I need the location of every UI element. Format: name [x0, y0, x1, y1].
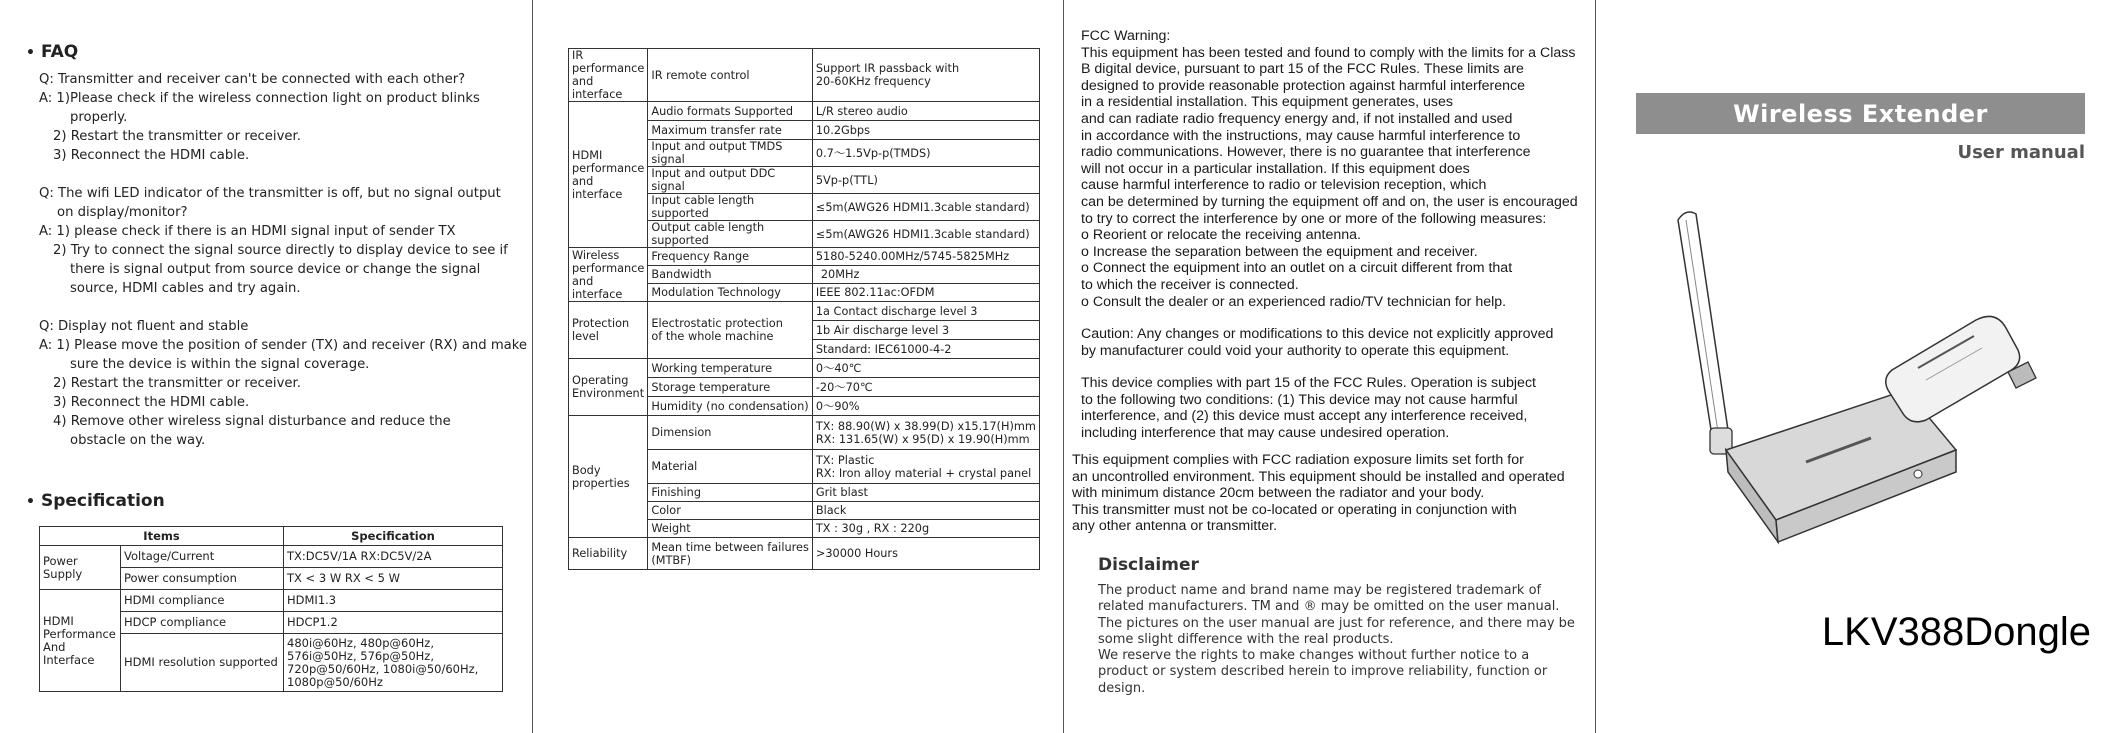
- spec-value: -20～70℃: [812, 378, 1039, 397]
- spec-value: 20MHz: [812, 266, 1039, 284]
- disclaimer-text: The product name and brand name may be registered trademark of related manufacturers. TM and ® may be omitted on the user manual. The pictures on the user manual are just for reference, and there may be some slight difference with the real products. We reserve the rights to make changes without further notice to a product or system described herein to improve reliability, function or design.: [1098, 583, 1575, 696]
- spec-label: Material: [648, 450, 813, 484]
- spec-value: ≤5m(AWG26 HDMI1.3cable standard): [812, 221, 1039, 248]
- spec-value: >30000 Hours: [812, 538, 1039, 570]
- product-illustration: [1656, 200, 2056, 560]
- spec-value: TX:DC5V/1A RX:DC5V/2A: [284, 546, 503, 568]
- spec-label: Input and output DDC signal: [648, 167, 813, 194]
- spec-value: TX < 3 W RX < 5 W: [284, 568, 503, 590]
- fcc-caution: Caution: Any changes or modifications to this device not explicitly approved by manufacturer could void your authority to operate this equipment.: [1081, 326, 1554, 359]
- spec-group-label: Body properties: [569, 416, 648, 538]
- spec-label: HDMI resolution supported: [121, 634, 284, 692]
- faq-item: [39, 184, 519, 298]
- disclaimer-heading: Disclaimer: [1098, 555, 1199, 575]
- cover-banner: Wireless Extender: [1636, 93, 2085, 134]
- spec-group-label: Protection level: [569, 302, 648, 359]
- spec-label: Dimension: [648, 416, 813, 450]
- spec-value: TX: 88.90(W) x 38.99(D) x15.17(H)mm RX: 131.65(W) x 95(D) x 19.90(H)mm: [812, 416, 1039, 450]
- faq-answer-line: source, HDMI cables and try again.: [70, 281, 301, 296]
- spec-value: 1a Contact discharge level 3: [812, 302, 1039, 321]
- dongle-icon: [1886, 316, 2036, 421]
- spec-label: Maximum transfer rate: [648, 121, 813, 140]
- spec-value: Grit blast: [812, 484, 1039, 502]
- spec-label: Humidity (no condensation): [648, 397, 813, 416]
- spec-label: Output cable length supported: [648, 221, 813, 248]
- faq-answer-line: 2) Restart the transmitter or receiver.: [53, 376, 301, 391]
- faq-answer-line: obstacle on the way.: [70, 433, 206, 448]
- spec-value: 5180-5240.00MHz/5745-5825MHz: [812, 248, 1039, 266]
- spec-value: Support IR passback with 20-60KHz frequency: [812, 49, 1039, 102]
- spec-value: Standard: IEC61000-4-2: [812, 340, 1039, 359]
- fcc-panel: [1064, 0, 1595, 733]
- faq-answer-line: 2) Restart the transmitter or receiver.: [53, 129, 301, 144]
- spec-label: Weight: [648, 520, 813, 538]
- spec-label: Audio formats Supported: [648, 102, 813, 121]
- spec-value: 5Vp-p(TTL): [812, 167, 1039, 194]
- spec-group-label: Power Supply: [40, 546, 121, 590]
- faq-answer-line: properly.: [70, 110, 128, 125]
- faq-answer-line: 3) Reconnect the HDMI cable.: [53, 395, 250, 410]
- cover-subtitle: User manual: [1957, 142, 2085, 163]
- spec-label: Frequency Range: [648, 248, 813, 266]
- spec-value: 1b Air discharge level 3: [812, 321, 1039, 340]
- spec-label: Power consumption: [121, 568, 284, 590]
- spec-value: 0.7～1.5Vp-p(TMDS): [812, 140, 1039, 167]
- spec-group-label: Reliability: [569, 538, 648, 570]
- spec-label: Input and output TMDS signal: [648, 140, 813, 167]
- spec-value: IEEE 802.11ac:OFDM: [812, 284, 1039, 302]
- spec-table: [39, 526, 503, 692]
- faq-answer-line: there is signal output from source device or change the signal: [70, 262, 481, 277]
- spec-label: Finishing: [648, 484, 813, 502]
- model-name: LKV388Dongle: [1821, 610, 2091, 654]
- spec-group-label: IR performance and interface: [569, 49, 648, 102]
- spec-value: 10.2Gbps: [812, 121, 1039, 140]
- spec-value: TX : 30g , RX : 220g: [812, 520, 1039, 538]
- faq-answer-line: 3) Reconnect the HDMI cable.: [53, 148, 250, 163]
- faq-spec-panel: [0, 0, 532, 733]
- spec-label: Working temperature: [648, 359, 813, 378]
- spec-value: Black: [812, 502, 1039, 520]
- spec-group-label: HDMI performance and interface: [569, 102, 648, 248]
- fcc-radiation: This equipment complies with FCC radiation exposure limits set forth for an uncontrolled environment. This equipment should be installed and operated with minimum distance 20cm between the radiator and your body. This transmitter must not be co-located or operating in conjunction with any other antenna or transmitter.: [1072, 452, 1565, 535]
- spec-value: 0～40℃: [812, 359, 1039, 378]
- table-header: Specification: [284, 527, 503, 546]
- bullet-icon: •: [26, 494, 35, 510]
- faq-question: on display/monitor?: [57, 205, 188, 220]
- spec-value: L/R stereo audio: [812, 102, 1039, 121]
- spec-label: Voltage/Current: [121, 546, 284, 568]
- faq-question: Q: Transmitter and receiver can't be connected with each other?: [39, 72, 466, 87]
- spec-heading: • Specification: [26, 491, 165, 511]
- spec-label: Input cable length supported: [648, 194, 813, 221]
- spec-label: IR remote control: [648, 49, 813, 102]
- spec-value: 480i@60Hz, 480p@60Hz, 576i@50Hz, 576p@50Hz, 720p@50/60Hz, 1080i@50/60Hz, 1080p@50/60Hz: [284, 634, 503, 692]
- spec-label: Mean time between failures (MTBF): [648, 538, 813, 570]
- faq-list: [39, 70, 528, 469]
- faq-answer-line: 4) Remove other wireless signal disturbance and reduce the: [53, 414, 451, 429]
- spec-group-label: Wireless performance and interface: [569, 248, 648, 302]
- spec-label: Electrostatic protection of the whole machine: [648, 302, 813, 359]
- spec-label: HDMI compliance: [121, 590, 284, 612]
- spec-continued-panel: [533, 0, 1063, 733]
- spec-table-2: [568, 48, 1040, 570]
- faq-question: Q: The wifi LED indicator of the transmitter is off, but no signal output: [39, 186, 501, 201]
- spec-value: TX: Plastic RX: Iron alloy material + crystal panel: [812, 450, 1039, 484]
- bullet-icon: •: [26, 45, 35, 61]
- antenna-icon: [1678, 212, 1732, 454]
- faq-heading: • FAQ: [26, 42, 79, 62]
- faq-question: Q: Display not fluent and stable: [39, 319, 249, 334]
- faq-answer-line: sure the device is within the signal coverage.: [70, 357, 370, 372]
- spec-group-label: Operating Environment: [569, 359, 648, 416]
- faq-answer-line: 2) Try to connect the signal source directly to display device to see if: [53, 243, 508, 258]
- fcc-warning: FCC Warning: This equipment has been tested and found to comply with the limits for a Class B digital device, pursuant to part 15 of the FCC Rules. These limits are designed to provide reasonable protection against harmful interference in a residential installation. This equipment generates, uses and can radiate radio frequency energy and, if not installed and used in accordance with the instructions, may cause harmful interference to radio communications. However, there is no guarantee that interference will not occur in a particular installation. If this equipment does cause harmful interference to radio or television reception, which can be determined by turning the equipment off and on, the user is encouraged to try to correct the interference by one or more of the following measures: o Reorient or relocate the receiving antenna. o Increase the separation between the equipment and receiver. o Connect the equipment into an outlet on a circuit different from that to which the receiver is connected. o Consult the dealer or an experienced radio/TV technician for help. Caution: Any changes or modifications to this device not explicitly approved by manufacturer could void your authority to operate this equipment. This device complies with part 15 of the FCC Rules. Operation is subject to the following two conditions: (1) This device may not cause harmful interference, and (2) this device must accept any interference received, including interference that may cause undesired operation.: [1081, 28, 1578, 442]
- spec-value: HDMI1.3: [284, 590, 503, 612]
- faq-item: [39, 317, 528, 450]
- faq-answer-line: A: 1) please check if there is an HDMI signal input of sender TX: [39, 224, 456, 239]
- spec-value: 0～90%: [812, 397, 1039, 416]
- spec-value: HDCP1.2: [284, 612, 503, 634]
- spec-label: HDCP compliance: [121, 612, 284, 634]
- spec-label: Modulation Technology: [648, 284, 813, 302]
- spec-label: Color: [648, 502, 813, 520]
- spec-label: Storage temperature: [648, 378, 813, 397]
- spec-group-label: HDMI Performance And Interface: [40, 590, 121, 692]
- table-header: Items: [40, 527, 284, 546]
- spec-label: Bandwidth: [648, 266, 813, 284]
- faq-answer-line: A: 1) Please move the position of sender (TX) and receiver (RX) and make: [39, 338, 528, 353]
- spec-value: ≤5m(AWG26 HDMI1.3cable standard): [812, 194, 1039, 221]
- faq-answer-line: A: 1)Please check if the wireless connection light on product blinks: [39, 91, 480, 106]
- faq-item: [39, 70, 519, 165]
- cover-panel: [1596, 0, 2125, 733]
- fcc-part15: This device complies with part 15 of the FCC Rules. Operation is subject to the following two conditions: (1) This device may not cause harmful interference, and (2) this device must accept any interference received, including interference that may cause undesired operation.: [1081, 375, 1536, 442]
